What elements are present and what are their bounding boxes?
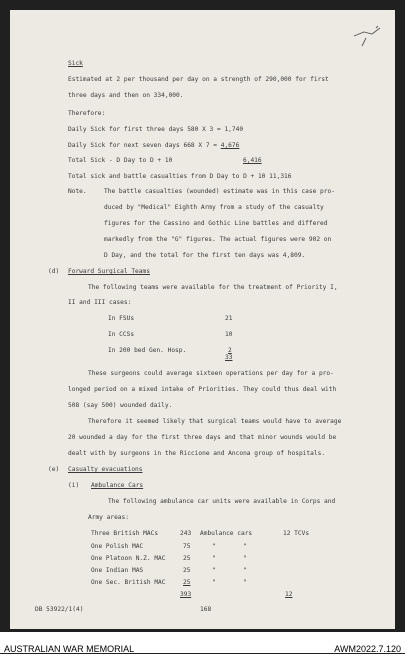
teams-total: 33 bbox=[225, 354, 233, 361]
sick-heading: Sick bbox=[68, 60, 83, 67]
unit-name: One Indian MAS bbox=[91, 567, 144, 574]
unit-count: 25 bbox=[183, 555, 191, 562]
tcv-total: 12 bbox=[285, 591, 293, 598]
ditto-mark: " bbox=[243, 555, 247, 562]
unit-count: 25 bbox=[183, 579, 191, 586]
total-sick-label: Total Sick - D Day to D + 10 bbox=[68, 157, 173, 164]
units-total: 393 bbox=[180, 591, 192, 598]
section-e-heading: Casualty evacuations bbox=[68, 466, 143, 473]
paragraph-surgeons: longed period on a mixed intake of Priorities. They could thus deal with bbox=[68, 386, 337, 393]
unit-name: One Polish MAC bbox=[91, 543, 144, 550]
note-line: markedly from the "G" figures. The actual figures were 902 on bbox=[104, 236, 332, 243]
team-label: In 200 bed Gen. Hosp. bbox=[108, 347, 187, 354]
unit-name: One Platoon N.Z. MAC bbox=[91, 555, 166, 562]
ditto-mark: " bbox=[243, 567, 247, 574]
team-label: In CCSs bbox=[108, 331, 135, 338]
ditto-mark: " bbox=[212, 543, 216, 550]
footer-accession-number: AWM2022.7.120 bbox=[334, 644, 401, 654]
handwritten-mark bbox=[352, 24, 384, 50]
note-line: duced by "Medical" Eighth Army from a study of the casualty bbox=[104, 204, 324, 211]
section-e-label: (e) bbox=[48, 466, 60, 473]
section-d-intro-1: The following teams were available for the treatment of Priority I, bbox=[88, 284, 338, 291]
ditto-mark: " bbox=[212, 567, 216, 574]
subsection-i-heading: Ambulance Cars bbox=[91, 482, 144, 489]
document-reference: DB 53922/1(4) bbox=[35, 606, 84, 613]
paragraph-surgeons: 508 (say 500) wounded daily. bbox=[68, 402, 173, 409]
paragraph-therefore: dealt with by surgeons in the Riccione and Ancona group of hospitals. bbox=[68, 450, 326, 457]
estimate-line-2: three days and then on 334,000. bbox=[68, 92, 184, 99]
ditto-mark: " bbox=[243, 543, 247, 550]
team-value: 21 bbox=[225, 315, 233, 322]
ditto-mark: " bbox=[212, 555, 216, 562]
paragraph-therefore: Therefore it seemed likely that surgical teams would have to average bbox=[88, 418, 342, 425]
ambulance-intro-2: Army areas: bbox=[88, 514, 129, 521]
paragraph-therefore: 20 wounded a day for the first three days and that minor wounds would be bbox=[68, 434, 337, 441]
footer-institution: AUSTRALIAN WAR MEMORIAL bbox=[4, 644, 135, 654]
unit-name: Three British MACs bbox=[91, 530, 159, 537]
ambulance-intro-1: The following ambulance car units were available in Corps and bbox=[108, 498, 336, 505]
therefore-label: Therefore: bbox=[68, 110, 106, 117]
daily-sick-next: Daily Sick for next seven days 668 X 7 = 4,676 bbox=[68, 142, 240, 149]
team-label: In FSUs bbox=[108, 315, 135, 322]
unit-count: 75 bbox=[183, 543, 191, 550]
section-d-intro-2: II and III cases: bbox=[68, 299, 132, 306]
unit-name: One Sec. British MAC bbox=[91, 579, 166, 586]
total-battle-casualties: Total sick and battle casualties from D Day to D + 10 11,316 bbox=[68, 173, 292, 180]
daily-sick-first: Daily Sick for first three days 580 X 3 = 1,740 bbox=[68, 126, 244, 133]
section-d-label: (d) bbox=[48, 268, 60, 275]
section-d-heading: Forward Surgical Teams bbox=[68, 268, 150, 275]
subsection-i-label: (i) bbox=[68, 482, 80, 489]
estimate-line-1: Estimated at 2 per thousand per day on a strength of 290,000 for first bbox=[68, 76, 329, 83]
team-value: 10 bbox=[225, 331, 233, 338]
note-label: Note. bbox=[68, 188, 87, 195]
paragraph-surgeons: These surgeons could average sixteen operations per day for a pro- bbox=[88, 370, 334, 377]
team-value: 2 bbox=[228, 347, 232, 354]
ditto-mark: " bbox=[243, 579, 247, 586]
unit-count: 25 bbox=[183, 567, 191, 574]
unit-count: 243 bbox=[180, 530, 192, 537]
page-number: 168 bbox=[200, 606, 212, 613]
note-line: The battle casualties (wounded) estimate was in this case pro- bbox=[104, 188, 335, 195]
note-line: D Day, and the total for the first ten days was 4,809. bbox=[104, 252, 306, 259]
ambulance-cars-header: Ambulance cars bbox=[200, 530, 253, 537]
note-line: figures for the Cassino and Gothic Line battles and differed bbox=[104, 220, 328, 227]
total-sick-value: 6,416 bbox=[243, 157, 262, 164]
ditto-mark: " bbox=[212, 579, 216, 586]
tcv-header: 12 TCVs bbox=[283, 530, 310, 537]
